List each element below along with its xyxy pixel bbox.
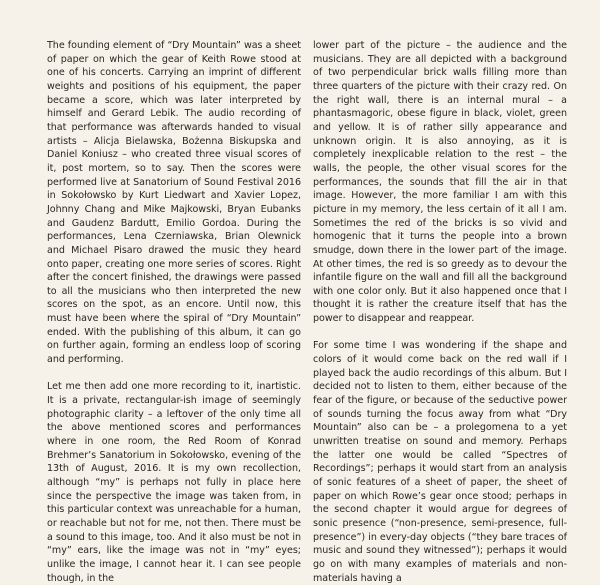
right-paragraph-1: lower part of the picture – the audience and the musicians. They are all depicted with a background of two perpendicular brick walls filling more than three quarters of the picture with their crazy red. On the right wall, there is an internal mural – a phantasmagoric, obese figure in black, violet, green and yellow. It is of rather silly appearance and unknown origin. It is also annoying, as it is completely inexplicable relation to the rest – the walls, the people, the other visual scores for the performances, the sounds that fill the air in that image. However, the more familiar I am with this picture in my memory, the less certain of it all I am. Sometimes the red of the bricks is so vivid and homogenic that it turns the people into a brown smudge, down there in the lower part of the image. At other times, the red is so greedy as to devour the infantile figure on the wall and fill all the background with one color only. But it also happened once that I thought it is rather the creature itself that has the power to disappear and reappear. (313, 40, 567, 325)
right-paragraph-2: For some time I was wondering if the shape and colors of it would come back on the red wall if I played back the audio recordings of this album. But I decided not to listen to them, either because of the fear of the figure, or because of the seductive power of sounds turning the focus away from what “Dry Mountain” also can be – a prolegomena to a yet unwritten treatise on sound and memory. Perhaps the latter one would be called “Spectres of Recordings”; perhaps it would start from an analysis of sonic features of a sheet of paper, the sheet of paper on which Rowe’s gear once stood; perhaps in the second chapter it would argue for degrees of sonic presence (“non-presence, semi-presence, full-presence”) in every-day objects (“they bare traces of music and sound they witnessed”); perhaps it would go on with many examples of materials and non-materials having a (313, 340, 567, 584)
left-paragraph-1: The founding element of “Dry Mountain” was a sheet of paper on which the gear of Keith Rowe stood at one of his concerts. Carrying an imprint of different weights and positions of his equipment, the paper became a score, which was later interpreted by himself and Gerard Lebik. The audio recording of that performance was afterwards handed to visual artists – Alicja Bielawska, Bożenna Biskupska and Daniel Koniusz – who created three visual scores of it, post mortem, so to say. Then the scores were performed live at Sanatorium of Sound Festival 2016 in Sokołowsko by Kurt Liedwart and Xavier Lopez, Johnny Chang and Mike Majkowski, Bryan Eubanks and Gaudenz Bardutt, Emilio Gordoa. During the performances, Lena Czerniawska, Brian Olewnick and Michael Pisaro drawed the music they heard onto paper, creating one more series of scores. Right after the concert finished, the drawings were passed to all the musicians who then interpreted the new scores on the spot, as an encore. Until now, this must have been where the spiral of “Dry Mountain” ended. With the publishing of this album, it can go on further again, forming an endless loop of scoring and performing. (47, 40, 301, 366)
left-paragraph-2: Let me then add one more recording to it, inartistic. It is a private, rectangular-ish image of seemingly photographic clarity – a leftover of the only time all the above mentioned scores and performances where in one room, the Red Room of Konrad Brehmer’s Sanatorium in Sokołowsko, evening of the 13th of August, 2016. It is my own recollection, although “my” is perhaps not fully in place here since the perspective the image was taken from, in this particular context was unreachable for a human, or reachable but not for me, not then. There must be a sound to this image, too. And it also must be not in “my” ears, like the image was not in “my” eyes; unlike the image, I cannot hear it. I can see people though, in the (47, 381, 301, 584)
right-text-column (313, 39, 567, 585)
left-text-column (47, 39, 301, 585)
